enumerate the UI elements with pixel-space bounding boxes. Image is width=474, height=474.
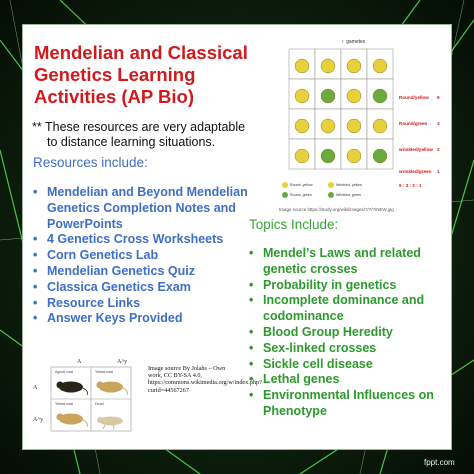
title-line: Mendelian and Classical [34, 42, 248, 63]
mouse-icon [97, 382, 128, 396]
list-item: • Lethal genes [249, 372, 449, 388]
pea-icon [373, 119, 387, 133]
pea-icon [321, 59, 335, 73]
pea-icon [373, 149, 387, 163]
cell-label: Dead [95, 402, 104, 406]
legend-label: Wrinkled, yellow [336, 183, 362, 187]
col-label: A [77, 359, 82, 365]
adaptability-note [32, 120, 272, 150]
list-item: • Blood Group Heredity [249, 325, 449, 341]
cell-label: Yellow coat [55, 402, 74, 406]
pea-icon [295, 149, 309, 163]
list-item: • Environmental Influences on Phenotype [249, 388, 449, 420]
watermark: fppt.com [424, 458, 455, 467]
ratio-label: Round/yellow [399, 95, 429, 100]
ratio-value: 1 [437, 169, 440, 174]
punnett-grid [289, 49, 393, 169]
pea-icon [321, 119, 335, 133]
punnett-caption: Image source https://study.org/wiki/images/?/?/?/NEW.jpg [279, 207, 394, 212]
mouse-icon [57, 382, 88, 396]
list-item: • Resource Links [33, 296, 268, 312]
resources-heading: Resources include: [33, 155, 148, 170]
legend-label: Round, yellow [290, 183, 313, 187]
pea-icon [347, 89, 361, 103]
list-item: • Answer Keys Provided [33, 311, 268, 327]
content-card [22, 24, 452, 450]
pea-icon [328, 192, 334, 198]
list-item: • Mendel’s Laws and related genetic crosses [249, 246, 449, 278]
ratio-value: 9 [437, 95, 440, 100]
pea-icon [373, 89, 387, 103]
pea-icon [347, 119, 361, 133]
note-line: ** These resources are very adaptable [32, 120, 246, 134]
mouse-icon [57, 414, 88, 428]
legend-label: Round, green [290, 193, 312, 197]
row-label: A [33, 385, 38, 391]
mouse-cross-image [31, 355, 161, 437]
pea-icon [295, 89, 309, 103]
title-line: Activities (AP Bio) [34, 86, 195, 107]
pea-icon [373, 59, 387, 73]
ratio-label: wrinkled/green [399, 169, 432, 174]
page-title [34, 42, 284, 108]
pea-icon [295, 59, 309, 73]
list-item: • Probability in genetics [249, 278, 449, 294]
list-item: • Sex-linked crosses [249, 341, 449, 357]
ratio-value: 3 [437, 121, 440, 126]
topics-heading: Topics Include: [249, 217, 339, 232]
cell-label: Yellow coat [95, 370, 114, 374]
pea-icon [347, 59, 361, 73]
punnett-header: ♀ gametes [341, 39, 366, 45]
punnett-square-image [271, 35, 449, 213]
resources-list [33, 185, 268, 327]
row-label: A^y [33, 417, 44, 423]
list-item: • Sickle cell disease [249, 357, 449, 373]
legend-label: Wrinkled, green [336, 193, 362, 197]
dead-mouse-icon [97, 417, 123, 430]
pea-icon [295, 119, 309, 133]
title-line: Genetics Learning [34, 64, 196, 85]
image-source-text: Image source By Jolahs – Own work, CC BY-SA 4.0, https://commons.wikimedia.org/w/index.php?curid=44567267 [148, 365, 262, 394]
ratio-label: wrinkled/yellow [399, 147, 433, 152]
pea-icon [282, 192, 288, 198]
note-line: to distance learning situations. [47, 135, 216, 149]
pea-icon [282, 182, 288, 188]
list-item: • Incomplete dominance and codominance [249, 293, 449, 325]
topics-list [249, 246, 449, 420]
ratio-value: 3 [437, 147, 440, 152]
cell-label: Agouti coat [55, 370, 73, 374]
list-item: • Mendelian and Beyond Mendelian Genetics Completion Notes and PowerPoints [33, 185, 268, 232]
list-item: • Classica Genetics Exam [33, 280, 268, 296]
pea-icon [347, 149, 361, 163]
ratio-total: 9 : 3 : 3 : 1 [399, 183, 422, 188]
ratio-label: Round/green [399, 121, 428, 126]
pea-icon [321, 89, 335, 103]
list-item: • Mendelian Genetics Quiz [33, 264, 268, 280]
pea-icon [321, 149, 335, 163]
col-label: A^y [117, 359, 128, 365]
list-item: • 4 Genetics Cross Worksheets [33, 232, 268, 248]
list-item: • Corn Genetics Lab [33, 248, 268, 264]
pea-icon [328, 182, 334, 188]
